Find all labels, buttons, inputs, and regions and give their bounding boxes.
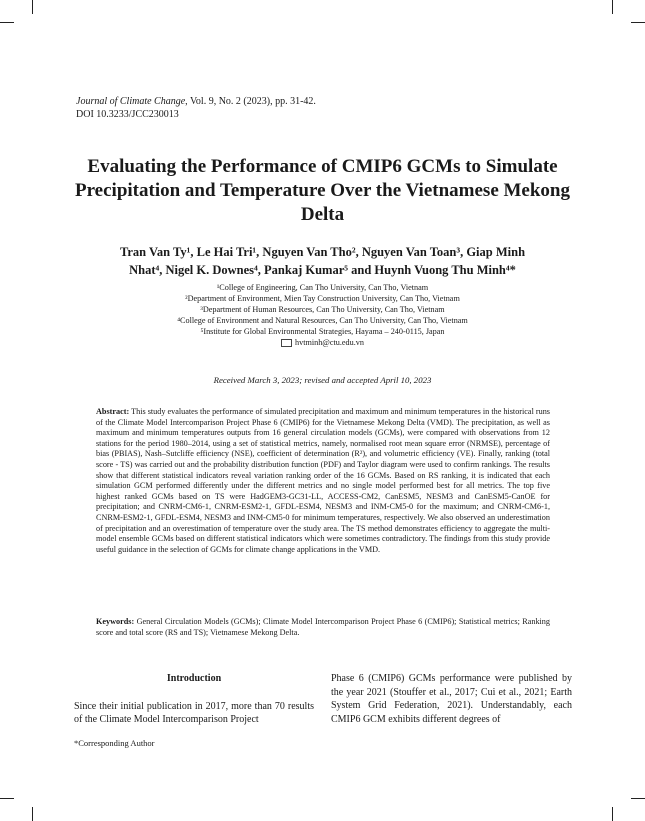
keywords-label: Keywords:: [96, 617, 135, 626]
affiliation-list: [80, 282, 565, 348]
abstract-label: Abstract:: [96, 407, 130, 416]
received-dates: Received March 3, 2023; revised and accepted April 10, 2023: [213, 375, 432, 385]
crop-mark: [612, 0, 613, 14]
footnote: *Corresponding Author: [74, 738, 155, 748]
author-line: Nhat⁴, Nigel K. Downes⁴, Pankaj Kumar⁵ and Huynh Vuong Thu Minh⁴*: [129, 263, 516, 277]
crop-mark: [0, 798, 14, 799]
left-column: [74, 672, 314, 727]
journal-citation: [76, 95, 316, 121]
body-text: Phase 6 (CMIP6) GCMs performance were published by the year 2021 (Stouffer et al., 2017; Cui et al., 2021; Earth System Grid Federation, 2021). Understandably, each CMIP6 GCM exhibits different degrees of: [331, 673, 572, 725]
crop-mark: [32, 807, 33, 821]
email-line: [80, 337, 565, 348]
crop-mark: [631, 22, 645, 23]
keywords: [96, 617, 550, 638]
keywords-text: General Circulation Models (GCMs); Climate Model Intercomparison Project Phase 6 (CMIP6); Statistical metrics; Ranking score and total score (RS and TS); Vietnamese Mekong Delta.: [96, 617, 550, 637]
email-address[interactable]: hvtminh@ctu.edu.vn: [295, 338, 364, 347]
crop-mark: [0, 22, 14, 23]
author-list: [80, 243, 565, 279]
affiliation: ⁴College of Environment and Natural Resources, Can Tho University, Can Tho, Vietnam: [177, 316, 468, 325]
right-column: [331, 672, 572, 726]
envelope-icon: [281, 339, 292, 347]
affiliation: ⁵Institute for Global Environmental Strategies, Hayama – 240-0115, Japan: [200, 327, 445, 336]
affiliation: ³Department of Human Resources, Can Tho University, Can Tho, Vietnam: [200, 305, 445, 314]
crop-mark: [32, 0, 33, 14]
abstract-text: This study evaluates the performance of simulated precipitation and maximum and minimum temperatures in the historical runs of the Climate Model Intercomparison Project Phase 6 (CMIP6) for the Vietnamese Mekong Delta (VMD). The precipitation, as well as maximum and minimum temperatures outputs from 16 general circulation models (GCMs), were compared with observations from 12 stations for the period 1980–2014, using a set of statistical metrics, namely, normalised root mean square error (NRMSE), percentage of bias (PBIAS), Nash–Sutcliffe efficiency (NSE), coefficient of determination (R²), and volumetric efficiency (VE). Finally, ranking (total score - TS) was carried out and the probability distribution function (PDF) and Taylor diagram were used to confirm rankings. The results show that different statistical indicators reveal variation ranking order of the 16 GCMs. Based on RS ranking, it is indicated that each simulation GCM performed differently under the different metrics and no single model performed best for all metrics. The top five highest ranked GCMs based on TS were HadGEM3-GC31-LL, ACCESS-CM2, CanESM5, NESM3 and CanESM5-CanOE for precipitation; and CNRM-CM6-1, CNRM-ESM2-1, GFDL-ESM4, NESM3 and INM-CM5-0 for the maximum; and CNRM-CM6-1, CNRM-ESM2-1, GFDL-ESM4, NESM3 and INM-CM5-0 for minimum temperatures, respectively. We also observed an underestimation of precipitation and an overestimation of temperature over the study area. The TS method demonstrates efficiency to aggregate the multi-model ensemble GCMs based on different statistical indicators which were sometimes contradictory. The findings from this study provide useful guidance in the selection of GCMs for climate change applications in the VMD.: [96, 407, 550, 554]
paper-title: Evaluating the Performance of CMIP6 GCMs to Simulate Precipitation and Temperature Over the Vietnamese Mekong Delta: [74, 156, 570, 225]
crop-mark: [631, 798, 645, 799]
author-line: Tran Van Ty¹, Le Hai Tri¹, Nguyen Van Tho², Nguyen Van Toan³, Giap Minh: [119, 245, 526, 259]
body-text: Since their initial publication in 2017, more than 70 results of the Climate Model Intercomparison Project: [74, 700, 314, 726]
section-heading: Introduction: [166, 673, 222, 684]
crop-mark: [612, 807, 613, 821]
journal-doi: DOI 10.3233/JCC230013: [76, 109, 179, 120]
affiliation: ²Department of Environment, Mien Tay Construction University, Can Tho, Vietnam: [185, 294, 460, 303]
affiliation: ¹College of Engineering, Can Tho University, Can Tho, Vietnam: [216, 283, 429, 292]
journal-volume: , Vol. 9, No. 2 (2023), pp. 31-42.: [185, 96, 316, 107]
abstract: [96, 407, 550, 555]
journal-name: Journal of Climate Change: [76, 96, 186, 107]
